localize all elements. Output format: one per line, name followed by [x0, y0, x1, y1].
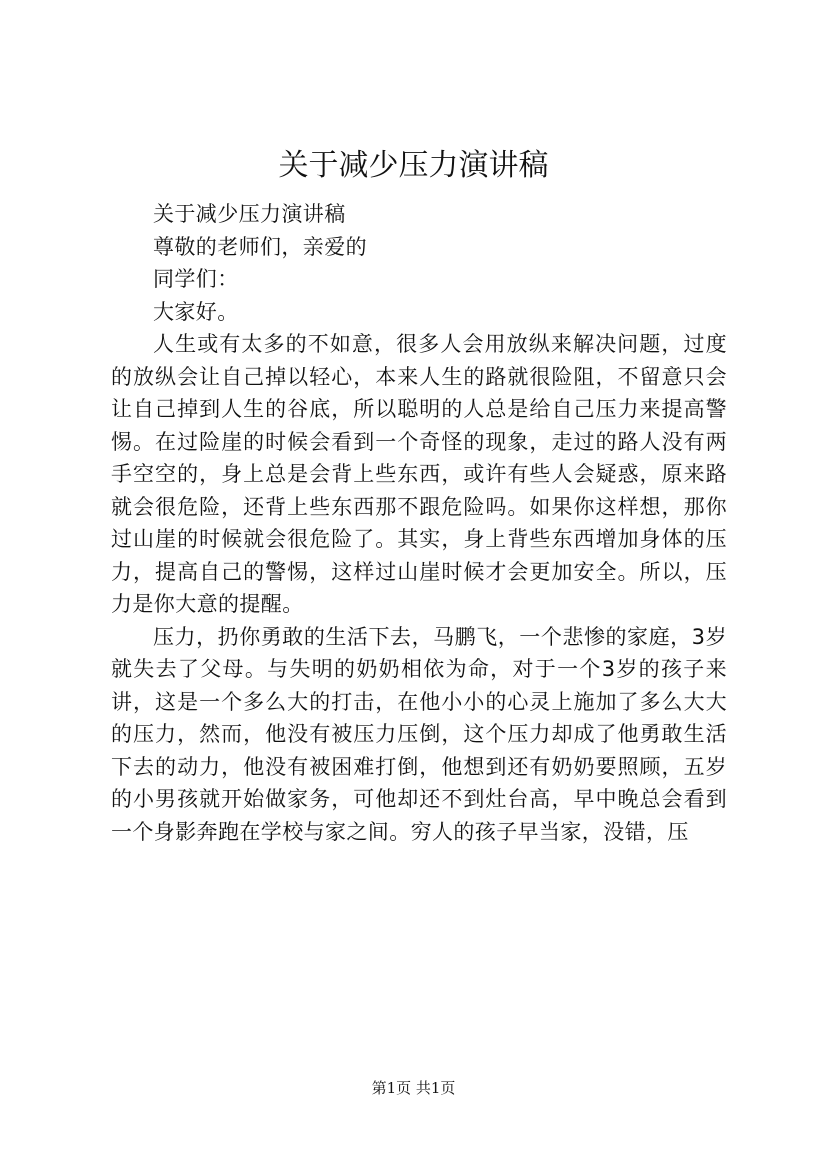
paragraph-2: 压力，扔你勇敢的生活下去，马鹏飞，一个悲惨的家庭，3岁就失去了父母。与失明的奶奶相依为命，对于一个3岁的孩子来讲，这是一个多么大的打击，在他小小的心灵上施加了多么大大的压力，然而，他没有被压力压倒，这个压力却成了他勇敢生活下去的动力，他没有被困难打倒，他想到还有奶奶要照顾，五岁的小男孩就开始做家务，可他却还不到灶台高，早中晚总会看到一个身影奔跑在学校与家之间。穷人的孩子早当家，没错，压 [111, 624, 727, 844]
salutation-line-1: 尊敬的老师们，亲爱的 [153, 234, 367, 259]
document-title: 关于减少压力演讲稿 [278, 148, 549, 183]
page-footer: 第1页 共1页 [371, 1079, 456, 1097]
body-heading-line: 关于减少压力演讲稿 [153, 202, 346, 226]
greeting-line: 大家好。 [153, 299, 239, 324]
paragraph-1: 人生或有太多的不如意，很多人会用放纵来解决问题，过度的放纵会让自己掉以轻心，本来人生的路就很险阻，不留意只会让自己掉到人生的谷底，所以聪明的人总是给自己压力来提高警惕。在过险崖的时候会看到一个奇怪的现象，走过的路人没有两手空空的，身上总是会背上些东西，或许有些人会疑惑，原来路就会很危险，还背上些东西那不跟危险吗。如果你这样想，那你过山崖的时候就会很危险了。其实，身上背些东西增加身体的压力，提高自己的警惕，这样过山崖时候才会更加安全。所以，压力是你大意的提醒。 [111, 332, 727, 616]
salutation-line-2: 同学们： [153, 267, 239, 291]
document-body [111, 198, 727, 848]
